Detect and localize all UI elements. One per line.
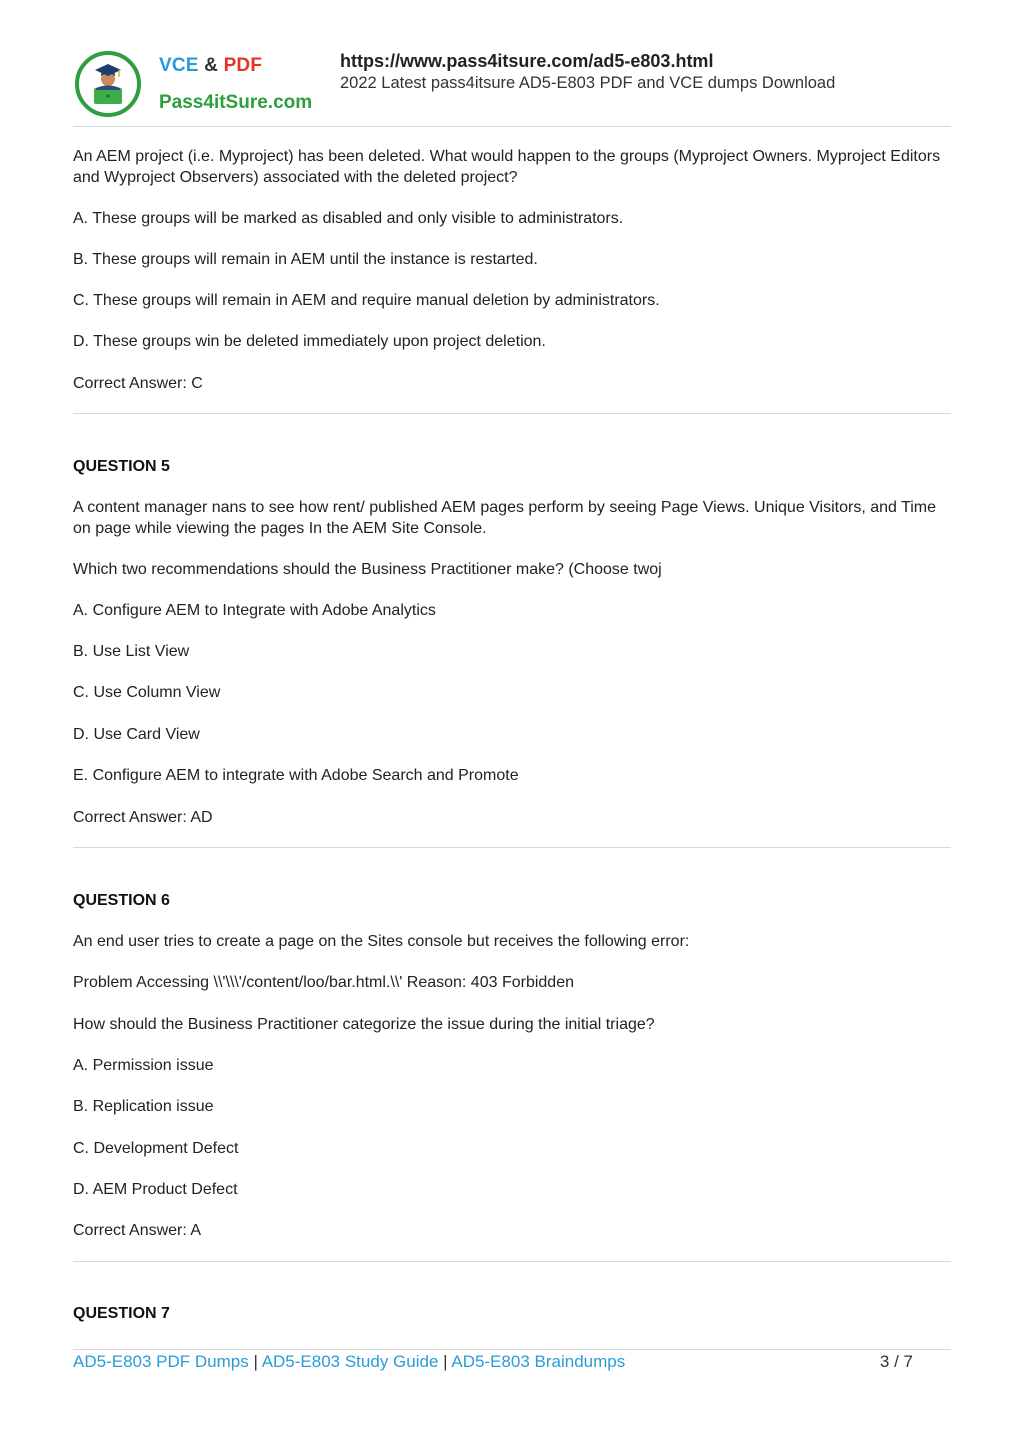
q6-option-a: A. Permission issue — [73, 1057, 214, 1074]
footer-links — [73, 1352, 625, 1372]
q5-option-c: C. Use Column View — [73, 684, 221, 701]
logo-site-name: Pass4itSure.com — [159, 92, 313, 113]
q5-option-a: A. Configure AEM to Integrate with Adobe Analytics — [73, 602, 436, 619]
page-header — [73, 45, 951, 127]
q4-option-d: D. These groups win be deleted immediately upon project deletion. — [73, 333, 546, 350]
question-5-block — [73, 497, 943, 539]
logo-pdf-word: PDF — [223, 55, 263, 76]
question-divider — [73, 413, 951, 414]
question-6-heading: QUESTION 6 — [73, 892, 170, 909]
pass4itsure-logo[interactable] — [73, 48, 319, 122]
question-6-text: An end user tries to create a page on the Sites console but receives the following error: — [73, 933, 690, 950]
footer-link-braindumps[interactable]: AD5-E803 Braindumps — [451, 1352, 626, 1371]
q4-option-b: B. These groups will remain in AEM until the instance is restarted. — [73, 251, 538, 268]
footer-link-study-guide[interactable]: AD5-E803 Study Guide — [261, 1352, 439, 1371]
question-4-text: An AEM project (i.e. Myproject) has been deleted. What would happen to the groups (Myproject Owners. Myproject Editors and Wyproject Observers) associated with the deleted project? — [73, 148, 941, 186]
q4-correct-answer: Correct Answer: C — [73, 375, 203, 392]
header-url[interactable]: https://www.pass4itsure.com/ad5-e803.html — [340, 51, 714, 71]
graduate-laptop-icon — [75, 51, 141, 117]
question-6-prompt: How should the Business Practitioner categorize the issue during the initial triage? — [73, 1016, 655, 1033]
q6-option-b: B. Replication issue — [73, 1098, 214, 1115]
q5-option-e: E. Configure AEM to integrate with Adobe Search and Promote — [73, 767, 519, 784]
logo-vce-word: VCE — [159, 55, 199, 76]
q6-correct-answer: Correct Answer: A — [73, 1222, 202, 1239]
header-divider — [73, 126, 951, 127]
question-7-heading: QUESTION 7 — [73, 1305, 170, 1322]
question-5-heading: QUESTION 5 — [73, 458, 170, 475]
logo-amp: & — [204, 55, 219, 76]
q6-option-d: D. AEM Product Defect — [73, 1181, 238, 1198]
question-5-text: A content manager nans to see how rent/ published AEM pages perform by seeing Page Views. Unique Visitors, and Time on page while viewing the pages In the AEM Site Console. — [73, 499, 937, 537]
question-6-error: Problem Accessing \\'\\\'/content/loo/bar.html.\\' Reason: 403 Forbidden — [73, 974, 574, 991]
q5-correct-answer: Correct Answer: AD — [73, 809, 213, 826]
footer-link-pdf-dumps[interactable]: AD5-E803 PDF Dumps — [73, 1352, 249, 1371]
question-divider — [73, 847, 951, 848]
q5-option-d: D. Use Card View — [73, 726, 200, 743]
footer-separator: | — [443, 1352, 448, 1371]
q6-option-c: C. Development Defect — [73, 1140, 239, 1157]
question-5-prompt: Which two recommendations should the Business Practitioner make? (Choose twoj — [73, 561, 662, 578]
q4-option-a: A. These groups will be marked as disabled and only visible to administrators. — [73, 210, 624, 227]
question-4-block — [73, 146, 943, 188]
q4-option-c: C. These groups will remain in AEM and require manual deletion by administrators. — [73, 292, 660, 309]
q5-option-b: B. Use List View — [73, 643, 190, 660]
logo-vce-pdf-text — [159, 55, 262, 77]
header-subtitle: 2022 Latest pass4itsure AD5-E803 PDF and VCE dumps Download — [340, 74, 836, 92]
page-number: 3 / 7 — [879, 1352, 913, 1371]
footer-separator: | — [253, 1352, 258, 1371]
page-footer — [73, 1350, 951, 1374]
question-divider — [73, 1261, 951, 1262]
